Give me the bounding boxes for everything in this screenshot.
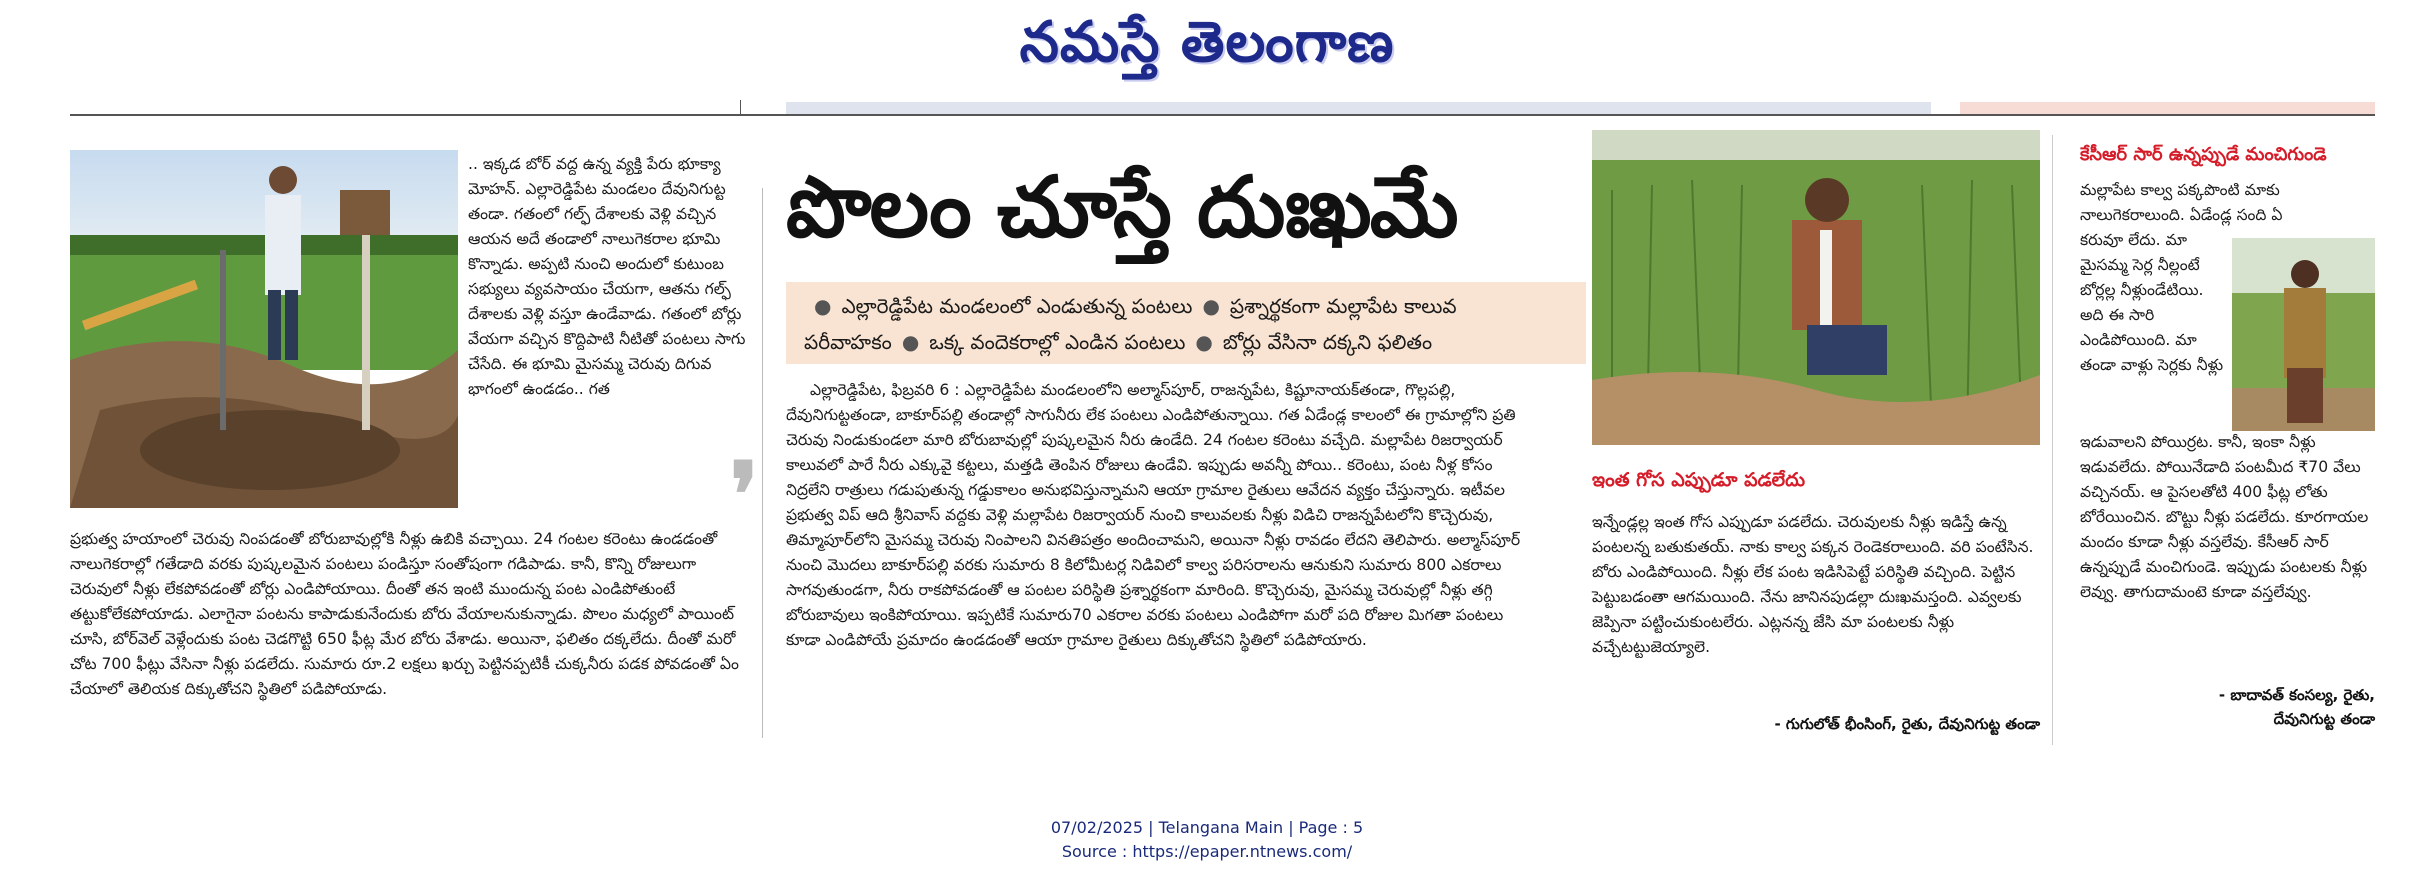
sidebar2-credit-line2: దేవునిగుట్ట తండా (2273, 710, 2375, 728)
deck-bullet-icon: ● (901, 330, 920, 354)
sidebar2-body-bottom: ఇడువాలని పోయిర్రట. కానీ, ఇంకా నీళ్లు ఇడువలేదు. పోయినేడాది పంటమీద ₹70 వేలు వచ్చినయ్. ఆ పైసలతోటి 400 ఫీట్ల లోతు బోరేయించిన. బొట్టు నీళ్లు పడలేదు. కూరగాయల మందం కూడా నీళ్లు వస్తలేవు. కేసీఆర్ సార్ ఉన్నప్పుడే మంచిగుండె. ఇప్పుడు పంటలకు నీళ్లు లెవ్వు. తాగుదామంటె కూడా వస్తలేవ్వు. (2080, 433, 2369, 601)
footer-dateline: 07/02/2025 | Telangana Main | Page : 5 (1050, 818, 1364, 837)
sidebar1-subhead: ఇంత గోస ఎప్పుడూ పడలేదు (1592, 469, 1806, 491)
deck-item: బోర్లు వేసినా దక్కని ఫలితం (1222, 330, 1433, 354)
deck-item: ఒక్క వందెకరాల్లో ఎండిన పంటలు (929, 330, 1186, 354)
header-band-blue (786, 102, 1931, 114)
sidebar2-subhead: కేసీఆర్ సార్ ఉన్నప్పుడే మంచిగుండె (2080, 144, 2327, 165)
sidebar2-body-top: మల్లాపేట కాల్వ పక్కపొంటి మాకు నాలుగెకరాలుంది. ఏడేండ్ల సంది ఏ (2080, 181, 2283, 224)
quote-mark: ❜ (730, 442, 759, 546)
left-column-top: .. ఇక్కడ బోర్ వద్ద ఉన్న వ్యక్తి పేరు భూక్యా మోహన్. ఎల్లారెడ్డిపేట మండలం దేవునిగుట్ట తండా. గతంలో గల్ఫ్ దేశాలకు వెళ్లి వచ్చిన ఆయన అదే తండాలో నాలుగెకరాల భూమి కొన్నాడు. అప్పటి నుంచి అందులో కుటుంబ సభ్యులు వ్యవసాయం చేయగా, ఆతను గల్ఫ్ దేశాలకు వెళ్లి వస్తూ ఉండేవాడు. గతంలో బోర్లు వేయగా వచ్చిన కొద్దిపాటి నీటితో పంటలు సాగు చేసేది. ఈ భూమి మైసమ్మ చెరువు దిగువ భాగంలో ఉండడం.. గత (468, 155, 746, 398)
left-column-bottom: ప్రభుత్వ హయాంలో చెరువు నింపడంతో బోరుబావుల్లోకి నీళ్లు ఉబికి వచ్చాయి. 24 గంటల కరెంటు ఉండడంతో నాలుగెకరాల్లో గతేడాది వరకు పుష్కలమైన పంటలు పండిస్తూ సంతోషంగా గడిపాడు. కానీ, కొన్ని రోజులుగా చెరువులో నీళ్లు లేకపోవడంతో బోర్లు ఎండిపోయాయి. దీంతో తన ఇంటి ముందున్న పంట ఎండిపోతుంటే తట్టుకోలేకపోయాడు. ఎలాగైనా పంటను కాపాడుకునేందుకు బోరు వేయాలనుకున్నాడు. పొలం మధ్యలో పాయింట్ చూసి, బోర్‌వెల్ వెళ్లేందుకు పంట చెడగొట్టి 650 ఫీట్ల మేర బోరు వేశాడు. అయినా, ఫలితం దక్కలేదు. దీంతో మరో చోట 700 ఫీట్లు వేసినా నీళ్లు పడలేదు. సుమారు రూ.2 లక్షలు ఖర్చు పెట్టినప్పటికీ చుక్కనీరు పడక పోవడంతో ఏం చేయాలో తెలియక దిక్కుతోచని స్థితిలో పడిపోయాడు. (70, 530, 739, 698)
farmer-field-photo (1592, 130, 2040, 445)
sidebar1-body: ఇన్నేండ్లల్ల ఇంత గోస ఎప్పుడూ పడలేదు. చెరువులకు నీళ్లు ఇడిస్తే ఉన్న పంటలన్న బతుకుతయ్. నాకు కాల్వ పక్కన రెండెకరాలుంది. వరి పంటేసిన. బోరు ఎండిపోయింది. నీళ్లు లేక పంట ఇడిసిపెట్టే పరిస్థితి వచ్చింది. పెట్టిన పెట్టుబడంతా ఆగమయింది. నేను జానినపుడల్లా దుఃఖమస్తంది. ఎవ్వలకు జెప్పినా పట్టించుకుంటలేరు. ఎట్లనన్న జేసి మా పంటలకు నీళ్లు వచ్చేటట్టుజెయ్యాలె. (1592, 513, 2034, 656)
article-deck (786, 282, 1586, 364)
article-main-body: ఎల్లారెడ్డిపేట, ఫిబ్రవరి 6 : ఎల్లారెడ్డిపేట మండలంలోని అల్మాస్‌పూర్, రాజన్నపేట, కిష్టూనాయక్‌తండా, గొల్లపల్లి, దేవునిగుట్టతండా, బాకూర్‌పల్లి తండాల్లో సాగునీరు లేక పంటలు ఎండిపోతున్నాయి. గత ఏడేండ్ల కాలంలో ఈ గ్రామాల్లోని ప్రతి చెరువు నిండుకుండలా మారి బోరుబావుల్లో పుష్కలమైన నీరు ఉండేది. 24 గంటల కరెంటు వచ్చేది. మల్లాపేట రిజర్వాయర్ కాలువలో పారే నీరు ఎక్కువై కట్టలు, మత్తడి తెంపిన రోజులు ఉండేవి. ఇప్పుడు అవన్నీ పోయి.. కరెంటు, పంట నీళ్ల కోసం నిద్రలేని రాత్రులు గడుపుతున్న గడ్డుకాలం అనుభవిస్తున్నామని ఆయా గ్రామాల రైతులు ఆవేదన వ్యక్తం చేస్తున్నారు. ఇటీవల ప్రభుత్వ విప్ ఆది శ్రీనివాస్ వద్దకు వెళ్లి మల్లాపేట రిజర్వాయర్ నుంచి కాలువలకు నీళ్లు విడిచి రాజన్నపేటలోని కొచ్చెరువు, తిమ్మాపూర్‌లోని మైసమ్మ చెరువు నింపాలని వినతిపత్రం అందించామని, అయినా నీళ్లు రావడం లేదని తెలిపారు. అల్మాస్‌పూర్ నుంచి మొదలు బాకూర్‌పల్లి వరకు సుమారు 8 కిలోమీటర్ల నిడివిలో కాల్వ పరిసరాలను ఆనుకుని సుమారు 800 ఎకరాలు సాగవుతుండగా, నీరు రాకపోవడంతో ఆ పంటల పరిస్థితి ప్రశ్నార్థకంగా మారింది. కొచ్చెరువు, మైసమ్మ చెరువుల్లో నీళ్లు తగ్గి బోరుబావులు ఇంకిపోయాయి. ఇప్పటికే సుమారు70 ఎకరాల వరకు పంటలు ఎండిపోగా మరో పది రోజుల మిగతా పంటలు కూడా ఎండిపోయే ప్రమాదం ఉండడంతో ఆయా గ్రామాల రైతులు దిక్కుతోచని స్థితిలో పడిపోయారు. (786, 381, 1521, 649)
top-tick (740, 100, 741, 114)
article-headline: పొలం చూస్తే దుఃఖమే (786, 158, 1457, 256)
woman-farmer-photo (2232, 238, 2375, 431)
masthead-title: నమస్తే తెలంగాణ (1019, 9, 1395, 75)
footer-source: Source : https://epaper.ntnews.com/ (1061, 842, 1353, 861)
woman-farmer-photo-image (2232, 238, 2375, 431)
borewell-photo-image (70, 150, 458, 508)
deck-item: ప్రశ్నార్థకంగా మల్లాపేట కాలువ పరీవాహకం (804, 294, 1457, 354)
sidebar1-credit: - గుగులోత్ భీంసింగ్, రైతు, దేవునిగుట్ట తండా (1774, 715, 2040, 733)
right-divider (2052, 135, 2053, 745)
deck-item: ఎల్లారెడ్డిపేట మండలంలో ఎండుతున్న పంటలు (841, 294, 1193, 318)
deck-bullet-icon: ● (1202, 294, 1220, 318)
top-rule (70, 114, 2375, 116)
sidebar2-credit-line1: - బాదావత్ కంసల్య, రైతు, (2218, 686, 2375, 704)
left-divider (762, 188, 763, 738)
header-band-pink (1960, 102, 2375, 114)
sidebar2-body-side: కరువూ లేదు. మా మైసమ్మ సెర్ల నీల్లంటే బోర్లల్ల నీళ్లుండేటియి. అది ఈ సారి ఎండిపోయింది. మా తండా వాళ్లు సెర్లకు నీళ్లు (2080, 231, 2224, 374)
deck-bullet-icon: ● (814, 294, 832, 318)
deck-bullet-icon: ● (1195, 330, 1213, 354)
borewell-photo (70, 150, 458, 508)
farmer-field-photo-image (1592, 130, 2040, 445)
